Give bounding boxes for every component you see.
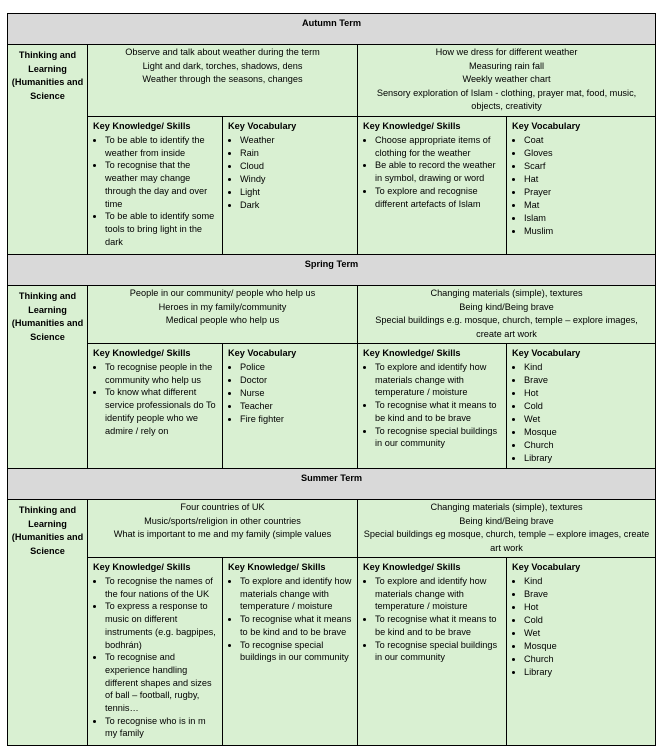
list-item: • To be able to identify some tools to bring light in the dark (105, 210, 218, 248)
vocab-cell-right (507, 558, 656, 746)
vocab-cell-left (223, 558, 358, 746)
theme-line: Being kind/Being brave (459, 515, 554, 526)
list-item: • To explore and recognise different artefacts of Islam (375, 185, 502, 210)
themes-right (358, 500, 656, 558)
cell-header: Key Knowledge/ Skills (363, 121, 461, 131)
list-item: • Be able to record the weather in symbol, drawing or word (375, 159, 502, 184)
skills-cell-right (358, 344, 507, 469)
list-item: • Mosque (524, 426, 651, 439)
content-row (8, 117, 656, 255)
list-item: • To know what different service professionals do To identify people who we admire / rely on (105, 386, 218, 437)
cell-header: Key Vocabulary (512, 348, 581, 358)
list-item: • Dark (240, 199, 353, 212)
list-item: • To explore and identify how materials change with temperature / moisture (240, 575, 353, 613)
list-item: • Hot (524, 601, 651, 614)
list-item: • Mosque (524, 640, 651, 653)
skills-cell-left (88, 344, 223, 469)
bullet-list (363, 361, 502, 450)
list-item: • Library (524, 666, 651, 679)
list-item: • Scarf (524, 160, 651, 173)
skills-cell-right (358, 117, 507, 255)
themes-right (358, 286, 656, 344)
list-item: • Islam (524, 212, 651, 225)
list-item: • Kind (524, 575, 651, 588)
cell-header: Key Knowledge/ Skills (93, 348, 191, 358)
list-item: • Cold (524, 400, 651, 413)
list-item: • To recognise that the weather may change through the day and over time (105, 159, 218, 210)
themes-left (88, 45, 358, 117)
list-item: • Light (240, 186, 353, 199)
bullet-list (512, 575, 651, 679)
bullet-list (228, 134, 353, 212)
list-item: • To recognise what it means to be kind and to be brave (375, 613, 502, 638)
theme-line: What is important to me and my family (simple values (113, 529, 332, 539)
list-item: • Weather (240, 134, 353, 147)
list-item: • To recognise people in the community who help us (105, 361, 218, 386)
list-item: • Police (240, 361, 353, 374)
list-item: • Library (524, 452, 651, 465)
bullet-list (228, 361, 353, 426)
cell-header: Key Vocabulary (512, 121, 581, 131)
themes-right (358, 45, 656, 117)
list-item: • To explore and identify how materials change with temperature / moisture (375, 361, 502, 399)
bullet-list (363, 134, 502, 210)
term-header-row (8, 469, 656, 500)
theme-line: Light and dark, torches, shadows, dens (142, 60, 303, 71)
list-item: • Cloud (240, 160, 353, 173)
bullet-list (512, 134, 651, 238)
cell-header: Key Vocabulary (228, 348, 297, 358)
bullet-list (228, 575, 353, 664)
cell-header: Key Vocabulary (228, 121, 297, 131)
list-item: • Windy (240, 173, 353, 186)
bullet-list (93, 575, 218, 740)
list-item: • To recognise who is in m my family (105, 715, 218, 740)
cell-header: Key Knowledge/ Skills (363, 348, 461, 358)
theme-line: Special buildings eg mosque, church, temple – explore images, create art work (363, 529, 650, 553)
list-item: • To recognise special buildings in our community (375, 639, 502, 664)
list-item: • Nurse (240, 387, 353, 400)
theme-line: Sensory exploration of Islam - clothing, prayer mat, food, music, objects, creativity (376, 87, 637, 111)
list-item: • To recognise what it means to be kind and to be brave (375, 399, 502, 424)
bullet-list (93, 134, 218, 248)
list-item: • To recognise and experience handling different shapes and sizes of ball – football, rugby, tennis… (105, 651, 218, 715)
theme-line: Special buildings e.g. mosque, church, temple – explore images, create art work (375, 315, 638, 339)
cell-header: Key Knowledge/ Skills (93, 121, 191, 131)
list-item: • Rain (240, 147, 353, 160)
skills-cell-left (88, 117, 223, 255)
cell-header: Key Knowledge/ Skills (363, 562, 461, 572)
list-item: • Hot (524, 387, 651, 400)
list-item: • To explore and identify how materials change with temperature / moisture (375, 575, 502, 613)
term-header-row (8, 255, 656, 286)
list-item: • Doctor (240, 374, 353, 387)
list-item: • Church (524, 653, 651, 666)
list-item: • To recognise the names of the four nations of the UK (105, 575, 218, 600)
themes-left (88, 500, 358, 558)
list-item: • Mat (524, 199, 651, 212)
theme-line: Weekly weather chart (462, 74, 551, 84)
list-item: • To recognise special buildings in our community (375, 425, 502, 450)
subject-label: Thinking and Learning (Humanities and Science (8, 286, 88, 469)
list-item: • To recognise special buildings in our community (240, 639, 353, 664)
subject-label: Thinking and Learning (Humanities and Science (8, 500, 88, 746)
bullet-list (363, 575, 502, 664)
theme-line: Measuring rain fall (468, 60, 545, 71)
list-item: • Kind (524, 361, 651, 374)
curriculum-table (7, 13, 656, 746)
cell-header: Key Knowledge/ Skills (228, 562, 326, 572)
list-item: • Hat (524, 173, 651, 186)
themes-row (8, 500, 656, 558)
list-item: • To express a response to music on different instruments (e.g. bagpipes, bodhrán) (105, 600, 218, 651)
theme-line: Four countries of UK (180, 502, 265, 512)
theme-line: Heroes in my family/community (158, 301, 287, 312)
list-item: • Church (524, 439, 651, 452)
themes-row (8, 286, 656, 344)
vocab-cell-right (507, 117, 656, 255)
list-item: • Fire fighter (240, 413, 353, 426)
list-item: • Brave (524, 374, 651, 387)
skills-cell-right (358, 558, 507, 746)
list-item: • To recognise what it means to be kind and to be brave (240, 613, 353, 638)
bullet-list (512, 361, 651, 465)
theme-line: Medical people who help us (165, 315, 280, 325)
list-item: • Wet (524, 413, 651, 426)
vocab-cell-right (507, 344, 656, 469)
themes-left (88, 286, 358, 344)
list-item: • Muslim (524, 225, 651, 238)
list-item: • Brave (524, 588, 651, 601)
theme-line: Changing materials (simple), textures (430, 288, 583, 298)
content-row (8, 558, 656, 746)
theme-line: Weather through the seasons, changes (142, 74, 303, 84)
term-title: Spring Term (8, 255, 656, 286)
theme-line: Observe and talk about weather during the term (125, 47, 320, 57)
vocab-cell-left (223, 117, 358, 255)
list-item: • Prayer (524, 186, 651, 199)
list-item: • Wet (524, 627, 651, 640)
term-title: Summer Term (8, 469, 656, 500)
term-title: Autumn Term (8, 14, 656, 45)
theme-line: Music/sports/religion in other countries (144, 515, 301, 526)
theme-line: How we dress for different weather (435, 47, 578, 57)
theme-line: Changing materials (simple), textures (430, 502, 583, 512)
list-item: • To be able to identify the weather from inside (105, 134, 218, 159)
cell-header: Key Knowledge/ Skills (93, 562, 191, 572)
list-item: • Gloves (524, 147, 651, 160)
vocab-cell-left (223, 344, 358, 469)
list-item: • Teacher (240, 400, 353, 413)
skills-cell-left (88, 558, 223, 746)
list-item: • Coat (524, 134, 651, 147)
cell-header: Key Vocabulary (512, 562, 581, 572)
content-row (8, 344, 656, 469)
list-item: • Cold (524, 614, 651, 627)
themes-row (8, 45, 656, 117)
subject-label: Thinking and Learning (Humanities and Science (8, 45, 88, 255)
list-item: • Choose appropriate items of clothing for the weather (375, 134, 502, 159)
bullet-list (93, 361, 218, 437)
term-header-row (8, 14, 656, 45)
theme-line: People in our community/ people who help us (129, 288, 316, 298)
theme-line: Being kind/Being brave (459, 301, 554, 312)
